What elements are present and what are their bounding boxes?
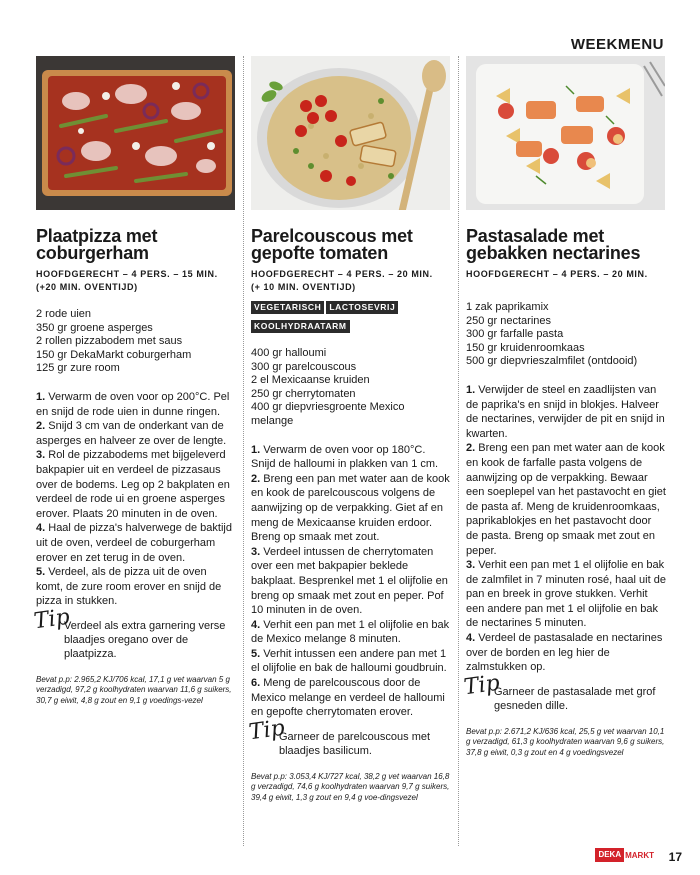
step: 3. Rol de pizzabodems met bijgeleverd bakpapier uit en verdeel de pizzasaus over de bodems. Leg op 2 bakplaten en verdeel de rode ui en groene asperges erover. Plaats 20 minuten in de oven. xyxy=(36,449,230,520)
ingredient-list xyxy=(466,301,666,369)
nutrition-info: Bevat p.p: 3.053,4 KJ/727 kcal, 38,2 g vet waarvan 16,8 g verzadigd, 74,6 g koolhydraten waarvan 9,7 g suikers, 39,4 g eiwit, 1,3 g zout en 9,4 g voe-dingsvezel xyxy=(251,771,450,802)
page-number: 17 xyxy=(668,850,682,864)
ingredient-list xyxy=(36,308,236,376)
ingredient-item: 250 gr cherrytomaten xyxy=(251,387,356,400)
diet-tag: KOOLHYDRAATARM xyxy=(251,320,350,333)
ingredient-item: 2 rollen pizzabodem met saus xyxy=(36,335,183,348)
recipe-photo-pastasalad xyxy=(466,56,665,210)
recipe-title: Plaatpizza met coburgerham xyxy=(36,226,158,263)
diet-tag: LACTOSEVRIJ xyxy=(326,301,398,314)
recipe-photo-couscous xyxy=(251,56,450,210)
ingredient-item: 150 gr kruidenroomkaas xyxy=(466,341,585,354)
tip-text: Garneer de pastasalade met grof gesneden dille. xyxy=(494,685,656,712)
step: 3. Verdeel intussen de cherrytomaten over een met bakpapier beklede bakplaat. Besprenkel met 1 el olijfolie en breng op smaak met zout en peper. Pof 10 minuten in de oven. xyxy=(251,545,448,617)
ingredient-item: 2 rode uien xyxy=(36,308,92,320)
ingredient-item: 350 gr groene asperges xyxy=(36,321,153,334)
ingredient-item: 150 gr DekaMarkt coburgerham xyxy=(36,348,192,361)
preparation-steps xyxy=(36,390,236,609)
column-divider xyxy=(243,56,244,846)
step: 1. Verwarm de oven voor op 180°C. Snijd de halloumi in plakken van 1 cm. xyxy=(251,443,439,471)
step: 4. Haal de pizza's halverwege de baktijd uit de oven, verdeel de coburgerham erover en zet terug in de oven. xyxy=(36,522,232,564)
step: 5. Verdeel, als de pizza uit de oven komt, de zure room erover en snijd de pizza in stukken. xyxy=(36,566,222,608)
logo-text: MARKT xyxy=(625,850,654,860)
step: 2. Breng een pan met water aan de kook en kook de parelcouscous volgens de aanwijzing op de verpakking. Giet af en meng de Mexicaanse kruiden erdoor. Breng op smaak met zout. xyxy=(251,472,450,544)
nutrition-info: Bevat p.p: 2.965,2 KJ/706 kcal, 17,1 g vet waarvan 5 g verzadigd, 97,2 g koolhydraten waarvan 11,6 g suikers, 30,7 g eiwit, 4,8 g zout en 9,1 g voedings-vezel xyxy=(36,674,232,705)
tip-box xyxy=(32,604,236,661)
step: 1. Verwarm de oven voor op 200°C. Pel en snijd de rode uien in dunne ringen. xyxy=(36,390,230,418)
ingredient-item: 125 gr zure room xyxy=(36,362,120,375)
tip-mark: Tip xyxy=(462,670,502,701)
dekamarkt-logo xyxy=(595,847,654,863)
step: 2. Snijd 3 cm van de onderkant van de asperges en halveer ze over de lengte. xyxy=(36,420,227,447)
recipe-column-pastasalad xyxy=(462,56,666,758)
logo-box: DEKA xyxy=(595,848,624,862)
ingredient-item: 500 gr diepvrieszalmfilet (ontdooid) xyxy=(466,355,638,368)
ingredient-item: 300 gr farfalle pasta xyxy=(466,328,564,341)
tip-box xyxy=(462,670,666,713)
recipe-column-couscous xyxy=(247,56,451,803)
tip-mark: Tip xyxy=(247,715,287,746)
tip-text: Garneer de parelcouscous met blaadjes basilicum. xyxy=(279,730,431,757)
column-divider xyxy=(458,56,459,846)
step: 6. Meng de parelcouscous door de Mexico melange en verdeel de halloumi en gepofte cherrytomaten erover. xyxy=(251,677,445,719)
diet-tag: VEGETARISCH xyxy=(251,301,324,314)
nutrition-info: Bevat p.p: 2.671,2 KJ/636 kcal, 25,5 g vet waarvan 10,1 g verzadigd, 61,3 g koolhydraten waarvan 9,6 g suikers, 37,8 g eiwit, 0,3 g zout en 4 g voedingsvezel xyxy=(466,726,665,757)
tip-text: Verdeel als extra garnering verse blaadjes oregano over de plaatpizza. xyxy=(64,619,226,660)
ingredient-item: 400 gr halloumi xyxy=(251,347,327,359)
recipe-photo-pizza xyxy=(36,56,235,210)
section-header: WEEKMENU xyxy=(570,36,664,53)
step: 5. Verhit intussen een andere pan met 1 el olijfolie en bak de halloumi goudbruin. xyxy=(251,647,447,675)
step: 4. Verhit een pan met 1 el olijfolie en bak de Mexico melange 8 minuten. xyxy=(251,618,450,646)
tip-box xyxy=(247,715,451,758)
step: 2. Breng een pan met water aan de kook en kook de farfalle pasta volgens de aanwijzing op de verpakking. Bewaar een soeplepel van het pastavocht en giet de pasta af. Meng de kruidenroomkaas, paprikablokjes en het pastavocht door de pasta. Breng op smaak met zout en peper. xyxy=(466,442,666,557)
step: 1. Verwijder de steel en zaadlijsten van de paprika's en snijd in blokjes. Halveer de nectarines, verwijder de pit en snijd in kwarten. xyxy=(466,383,665,440)
step: 4. Verdeel de pastasalade en nectarines over de borden en leg hier de zalmstukken op. xyxy=(466,632,663,674)
recipe-meta: HOOFDGERECHT – 4 PERS. – 20 MIN. (+ 10 MIN. OVENTIJD) xyxy=(251,269,433,292)
ingredient-item: 1 zak paprikamix xyxy=(466,301,549,313)
ingredient-item: 400 gr diepvriesgroente Mexico xyxy=(251,401,405,414)
preparation-steps xyxy=(466,383,666,675)
ingredient-list xyxy=(251,347,451,429)
step: 3. Verhit een pan met 1 el olijfolie en bak de zalmfilet in 7 minuten rosé, haal uit de pan en breek in grove stukken. Verhit een andere pan met 1 el olijfolie en bak de nectarines 5 minuten. xyxy=(466,559,666,630)
recipe-column-pizza xyxy=(32,56,236,706)
recipe-meta: HOOFDGERECHT – 4 PERS. – 15 MIN. (+20 MIN. OVENTIJD) xyxy=(36,269,218,292)
recipe-title: Parelcouscous met gepofte tomaten xyxy=(251,226,413,263)
ingredient-item: 300 gr parelcouscous xyxy=(251,360,357,373)
diet-tags xyxy=(251,297,451,335)
ingredient-item: 250 gr nectarines xyxy=(466,314,551,327)
ingredient-item: melange xyxy=(251,414,294,427)
preparation-steps xyxy=(251,443,451,720)
tip-mark: Tip xyxy=(32,604,72,635)
recipe-meta: HOOFDGERECHT – 4 PERS. – 20 MIN. xyxy=(466,269,648,279)
recipe-title: Pastasalade met gebakken nectarines xyxy=(466,226,641,263)
ingredient-item: 2 el Mexicaanse kruiden xyxy=(251,374,370,387)
